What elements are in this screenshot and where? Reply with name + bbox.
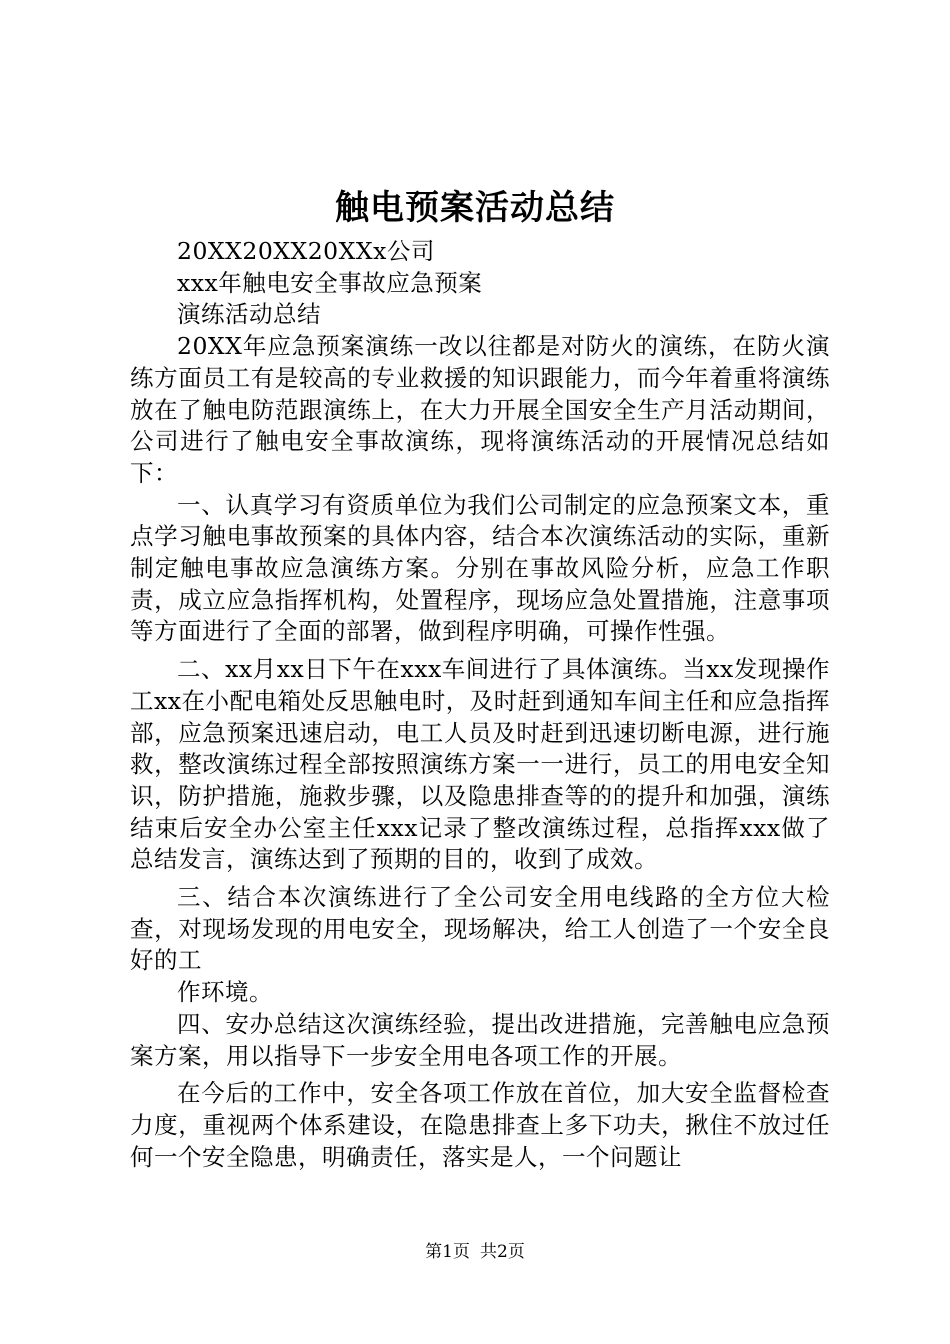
paragraph-plan-name: xxx年触电安全事故应急预案 bbox=[177, 268, 483, 297]
paragraph-conclusion: 在今后的工作中，安全各项工作放在首位，加大安全监督检查力度，重视两个体系建设，在隐患排查上多下功夫，揪住不放过任何一个安全隐患，明确责任，落实是人，一个问题让 bbox=[130, 1079, 830, 1171]
paragraph-section-1: 一、认真学习有资质单位为我们公司制定的应急预案文本，重点学习触电事故预案的具体内容，结合本次演练活动的实际，重新制定触电事故应急演练方案。分别在事故风险分析，应急工作职责，成立应急指挥机构，处置程序，现场应急处置措施，注意事项等方面进行了全面的部署，做到程序明确，可操作性强。 bbox=[130, 490, 830, 646]
page-total: 共2页 bbox=[480, 1242, 525, 1262]
document-body bbox=[130, 236, 830, 1173]
page-footer bbox=[0, 1240, 950, 1264]
paragraph-section-4: 四、安办总结这次演练经验，提出改进措施，完善触电应急预案方案，用以指导下一步安全用电各项工作的开展。 bbox=[130, 1009, 830, 1070]
paragraph-section-2: 二、xx月xx日下午在xxx车间进行了具体演练。当xx发现操作工xx在小配电箱处反思触电时，及时赶到通知车间主任和应急指挥部，应急预案迅速启动，电工人员及时赶到迅速切断电源，进行施救，整改演练过程全部按照演练方案一一进行，员工的用电安全知识，防护措施，施救步骤，以及隐患排查等的的提升和加强，演练结束后安全办公室主任xxx记录了整改演练过程，总指挥xxx做了总结发言，演练达到了预期的目的，收到了成效。 bbox=[130, 655, 830, 874]
paragraph-subtitle: 演练活动总结 bbox=[177, 300, 321, 329]
paragraph-section-3: 三、结合本次演练进行了全公司安全用电线路的全方位大检查，对现场发现的用电安全，现场解决，给工人创造了一个安全良好的工 bbox=[130, 883, 830, 975]
page-number: 第1页 bbox=[425, 1242, 470, 1262]
paragraph-section-3-cont: 作环境。 bbox=[177, 978, 273, 1007]
document-title: 触电预案活动总结 bbox=[335, 188, 615, 228]
paragraph-intro: 20XX年应急预案演练一改以往都是对防火的演练，在防火演练方面员工有是较高的专业救援的知识跟能力，而今年着重将演练放在了触电防范跟演练上，在大力开展全国安全生产月活动期间，公司进行了触电安全事故演练，现将演练活动的开展情况总结如下： bbox=[130, 332, 830, 487]
paragraph-company: 20XX20XX20XXx公司 bbox=[177, 237, 435, 265]
